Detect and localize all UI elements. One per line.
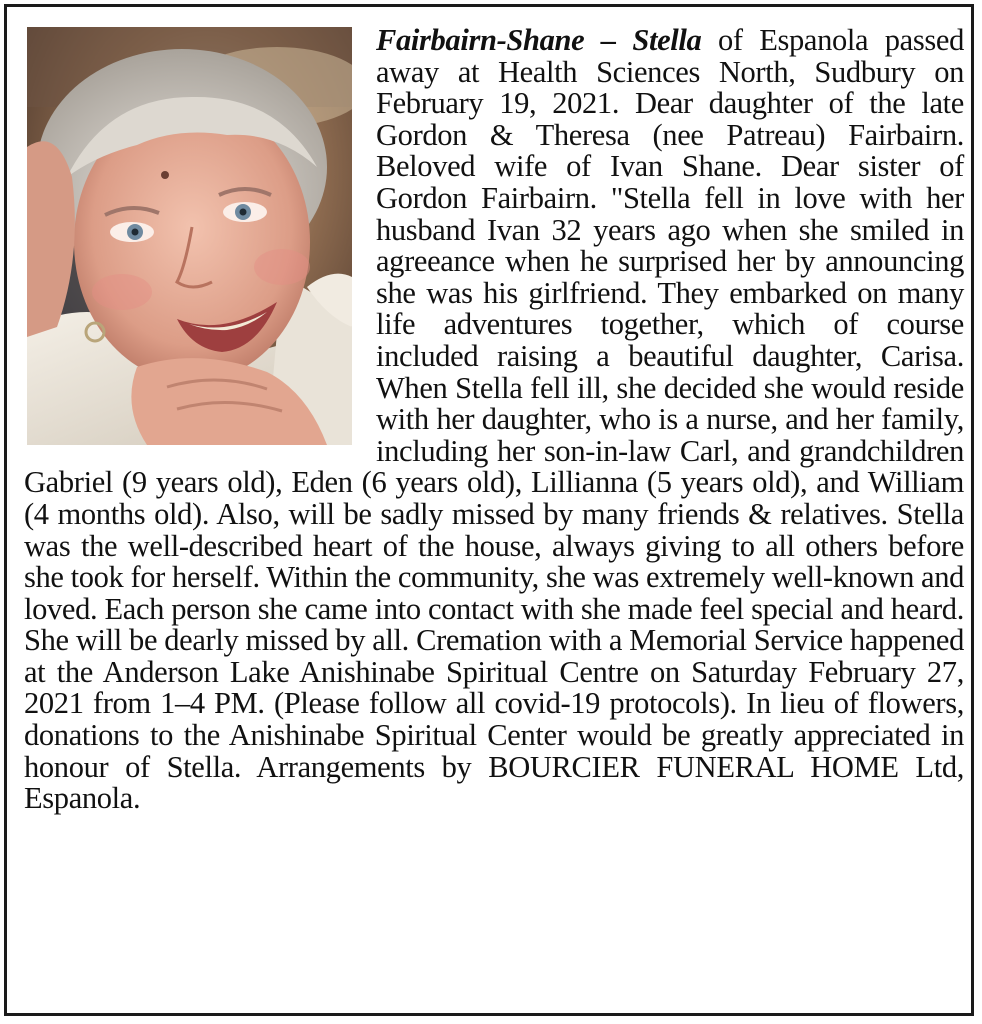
name-dash: – <box>584 23 633 57</box>
photo-spacer <box>24 25 376 445</box>
obituary-text <box>24 25 964 815</box>
obituary-frame <box>4 4 974 1016</box>
obituary-body: of Espanola passed away at Health Sciences North, Sudbury on February 19, 2021. Dear daughter of the late Gordon & Theresa (nee Patreau) Fairbairn. Beloved wife of Ivan Shane. Dear sister of Gordon Fairbairn. "Stella fell in love with her husband Ivan 32 years ago when she smiled in agreeance when he surprised her by announcing she was his girlfriend. They embarked on many life adventures together, which of course included raising a beautiful daughter, Carisa. When Stella fell ill, she decided she would reside with her daughter, who is a nurse, and her family, including her son-in-law Carl, and grandchildren Gabriel (9 years old), Eden (6 years old), Lillianna (5 years old), and William (4 months old). Also, will be sadly missed by many friends & relatives. Stella was the well-described heart of the house, always giving to all others before she took for herself. Within the community, she was extremely well-known and loved. Each person she came into contact with she made feel special and heard. She will be dearly missed by all. Cremation with a Memorial Service happened at the Anderson Lake Anishinabe Spiritual Centre on Saturday February 27, 2021 from 1–4 PM. (Please follow all covid-19 protocols). In lieu of flowers, donations to the Anishinabe Spiritual Center would be greatly appreciated in honour of Stella. Arrangements by BOURCIER FUNERAL HOME Ltd, Espanola. <box>24 23 965 816</box>
deceased-given-name: Stella <box>632 23 702 57</box>
deceased-surname: Fairbairn-Shane <box>376 23 585 57</box>
